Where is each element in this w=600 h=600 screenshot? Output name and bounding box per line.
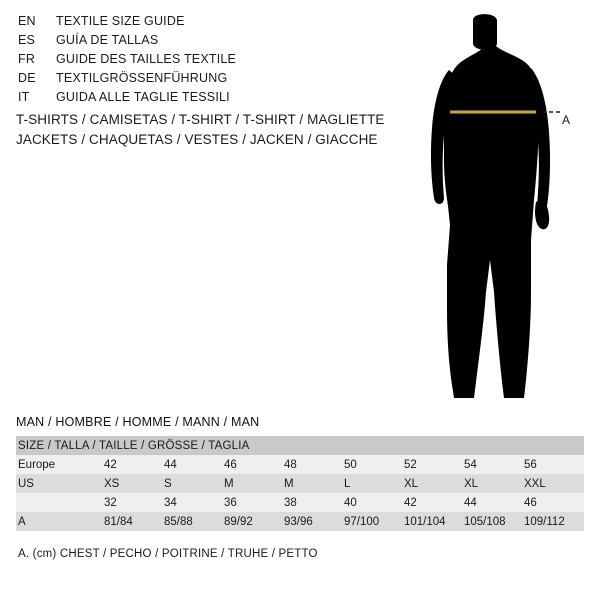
table-cell: 81/84: [104, 512, 164, 531]
table-title: MAN / HOMBRE / HOMME / MANN / MAN: [16, 415, 260, 429]
table-cell: XS: [104, 474, 164, 493]
legend-row: [18, 33, 388, 52]
table-cell: S: [164, 474, 224, 493]
male-silhouette-figure: [400, 10, 600, 410]
table-cell: 54: [464, 455, 524, 474]
size-table: [16, 436, 584, 531]
table-cell: XL: [404, 474, 464, 493]
table-cell: 85/88: [164, 512, 224, 531]
table-row: [16, 455, 584, 474]
legend-row: [18, 14, 388, 33]
table-cell: XL: [464, 474, 524, 493]
legend-code: DE: [18, 71, 36, 85]
table-cell: 42: [404, 493, 464, 512]
table-header-label: SIZE / TALLA / TAILLE / GRÖSSE / TAGLIA: [16, 436, 584, 455]
silhouette-svg: [400, 10, 600, 410]
row-label: [16, 493, 104, 512]
legend-row: [18, 90, 388, 109]
table-cell: M: [284, 474, 344, 493]
table-cell: 52: [404, 455, 464, 474]
chest-measure-label: A: [562, 113, 571, 127]
table-footnote: A. (cm) CHEST / PECHO / POITRINE / TRUHE / PETTO: [18, 548, 318, 560]
table-cell: 32: [104, 493, 164, 512]
table-cell: 89/92: [224, 512, 284, 531]
table-cell: M: [224, 474, 284, 493]
legend-text: TEXTILE SIZE GUIDE: [56, 14, 185, 28]
legend-text: TEXTILGRÖSSENFÜHRUNG: [56, 71, 228, 85]
table-cell: L: [344, 474, 404, 493]
category-tshirts: T-SHIRTS / CAMISETAS / T-SHIRT / T-SHIRT / MAGLIETTE: [16, 112, 385, 127]
table-cell: 48: [284, 455, 344, 474]
legend-row: [18, 52, 388, 71]
table-cell: 38: [284, 493, 344, 512]
table-cell: 97/100: [344, 512, 404, 531]
category-jackets: JACKETS / CHAQUETAS / VESTES / JACKEN / GIACCHE: [16, 132, 378, 147]
table-cell: 46: [224, 455, 284, 474]
table-cell: 93/96: [284, 512, 344, 531]
legend-code: FR: [18, 52, 36, 66]
table-cell: 105/108: [464, 512, 524, 531]
language-legend: [18, 14, 388, 109]
table-cell: 109/112: [524, 512, 584, 531]
row-label: A: [16, 512, 104, 531]
table-row: [16, 474, 584, 493]
garment-categories: [16, 110, 416, 150]
table-header-row: [16, 436, 584, 455]
legend-code: EN: [18, 14, 36, 28]
table-cell: 34: [164, 493, 224, 512]
table-row: [16, 493, 584, 512]
legend-code: IT: [18, 90, 30, 104]
size-table-block: [16, 415, 584, 531]
table-cell: 44: [164, 455, 224, 474]
table-cell: 40: [344, 493, 404, 512]
table-row: [16, 512, 584, 531]
table-cell: 50: [344, 455, 404, 474]
table-cell: 36: [224, 493, 284, 512]
table-cell: XXL: [524, 474, 584, 493]
row-label: Europe: [16, 455, 104, 474]
row-label: US: [16, 474, 104, 493]
legend-text: GUIDA ALLE TAGLIE TESSILI: [56, 90, 230, 104]
table-cell: 44: [464, 493, 524, 512]
table-cell: 56: [524, 455, 584, 474]
legend-row: [18, 71, 388, 90]
legend-code: ES: [18, 33, 36, 47]
table-cell: 46: [524, 493, 584, 512]
table-cell: 101/104: [404, 512, 464, 531]
legend-text: GUIDE DES TAILLES TEXTILE: [56, 52, 237, 66]
table-cell: 42: [104, 455, 164, 474]
legend-text: GUÍA DE TALLAS: [56, 33, 159, 47]
